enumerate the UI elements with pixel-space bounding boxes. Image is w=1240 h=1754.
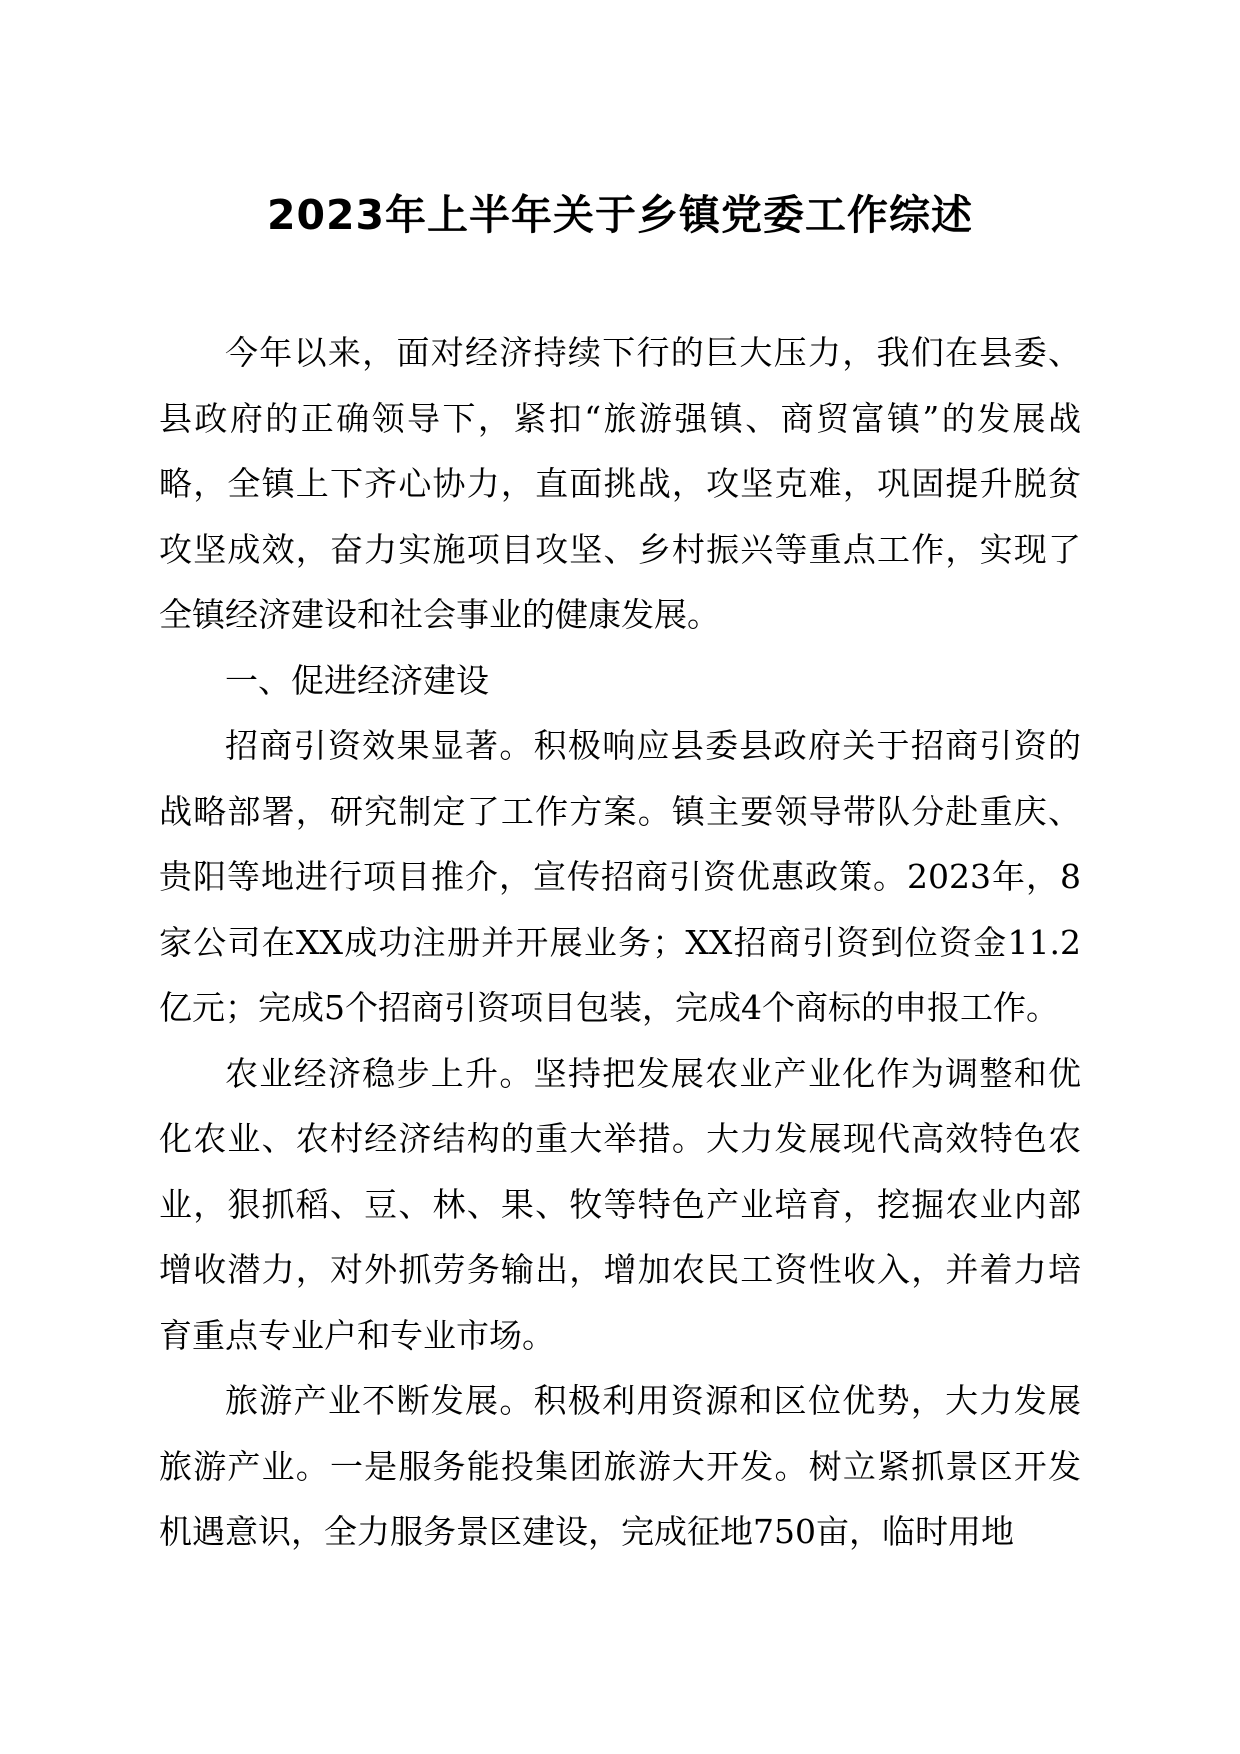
section-heading-economy: 一、促进经济建设 [225, 660, 489, 700]
tourism-paragraph: 旅游产业不断发展。积极利用资源和区位优势，大力发展旅游产业。一是服务能投集团旅游大开发。树立紧抓景区开发机遇意识，全力服务景区建设，完成征地750亩，临时用地 [159, 1381, 1081, 1551]
agriculture-paragraph: 农业经济稳步上升。坚持把发展农业产业化作为调整和优化农业、农村经济结构的重大举措。大力发展现代高效特色农业，狠抓稻、豆、林、果、牧等特色产业培育，挖掘农业内部增收潜力，对外抓劳务输出，增加农民工资性收入，并着力培育重点专业户和专业市场。 [159, 1053, 1081, 1355]
intro-paragraph: 今年以来，面对经济持续下行的巨大压力，我们在县委、县政府的正确领导下，紧扣“旅游强镇、商贸富镇”的发展战略，全镇上下齐心协力，直面挑战，攻坚克难，巩固提升脱贫攻坚成效，奋力实施项目攻坚、乡村振兴等重点工作，实现了全镇经济建设和社会事业的健康发展。 [159, 333, 1081, 634]
document-title: 2023年上半年关于乡镇党委工作综述 [266, 191, 974, 239]
document-body [159, 320, 1081, 1565]
investment-paragraph: 招商引资效果显著。积极响应县委县政府关于招商引资的战略部署，研究制定了工作方案。镇主要领导带队分赴重庆、贵阳等地进行项目推介，宣传招商引资优惠政策。2023年，8家公司在XX成功注册并开展业务；XX招商引资到位资金11.2亿元；完成5个招商引资项目包装，完成4个商标的申报工作。 [159, 726, 1081, 1027]
